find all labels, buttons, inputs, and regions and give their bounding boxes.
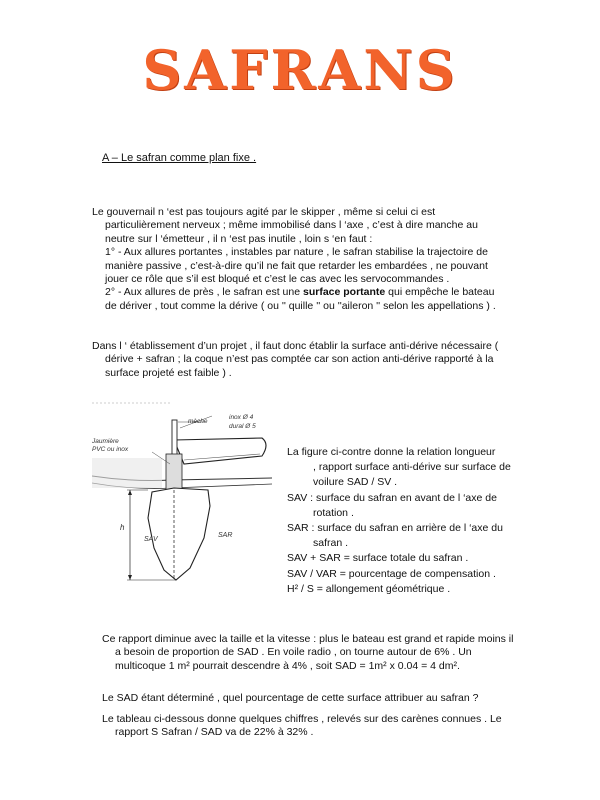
- intro-line-1: Le gouvernail n ‘est pas toujours agité par le skipper , même si celui ci est: [92, 206, 436, 218]
- caption-line-1: La figure ci-contre donne la relation longueur: [287, 446, 496, 458]
- item2-text-before: 2° - Aux allures de près , le safran est une: [105, 286, 303, 299]
- closing-paragraph-3: Le tableau ci-dessous donne quelques chiffres , relevés sur des carènes connues . Le rapport S Safran / SAD va de 22% à 32% .: [102, 713, 502, 739]
- list-item-pres: [92, 286, 502, 313]
- caption-allongement-definition: H² / S = allongement géométrique .: [287, 582, 451, 595]
- intro-paragraph: [92, 206, 502, 313]
- label-h: h: [120, 523, 125, 532]
- caption-sar-definition: SAR : surface du safran en arrière de l ‘axe du safran .: [287, 522, 503, 550]
- label-jaumiere: Jaumière: [92, 438, 119, 445]
- projet-paragraph: Dans l ‘ établissement d’un projet , il faut donc établir la surface anti-dérive nécessaire ( dérive + safran ; la coque n’est pas comptée car son action anti-dérive rapporté à la surface projeté est faible ) .: [92, 340, 499, 379]
- figure-caption: [287, 445, 527, 597]
- caption-line-2: , rapport surface anti-dérive sur surface de voilure SAD / SV .: [313, 461, 511, 489]
- page-title: SAFRANS: [142, 38, 458, 102]
- closing-paragraph-1: Ce rapport diminue avec la taille et la vitesse : plus le bateau est grand et rapide moins il a besoin de proportion de SAD . En voile radio , on tourne autour de 6% . Un multicoque 1 m² pourrait descendre à 4% , soit SAD = 1m² x 0.04 = 4 dm².: [102, 633, 514, 672]
- rudder-diagram: [92, 398, 282, 588]
- label-pvc-inox: PVC ou inox: [92, 446, 129, 453]
- label-inox: inox Ø 4: [229, 414, 254, 421]
- section-heading: A – Le safran comme plan fixe .: [102, 152, 257, 164]
- label-sar: SAR: [218, 532, 233, 539]
- caption-sav-definition: SAV : surface du safran en avant de l ‘axe de rotation .: [287, 491, 497, 519]
- intro-continuation: particulièrement nerveux ; même immobilisé dans l ‘axe , c’est à dire manche au neutre sur l ‘émetteur , il n ‘est pas inutile , loin s ‘en faut :: [105, 219, 478, 245]
- list-item-portantes: 1° - Aux allures portantes , instables par nature , le safran stabilise la trajectoire de manière passive , c’est-à-dire qu’il ne fait que retarder les embardées , ne pouvant jouer ce rôle que s’il est bloqué et c’est le cas avec les servocommandes .: [105, 246, 488, 286]
- caption-sum-definition: SAV + SAR = surface totale du safran .: [287, 552, 469, 565]
- item2-text-after: qui empêche le bateau de dériver , tout comme la dérive ( ou '' quille '' ou ''aileron '' selon les appellations ) .: [105, 286, 496, 312]
- caption-ratio-definition: SAV / VAR = pourcentage de compensation .: [287, 567, 496, 580]
- label-meche: mèche: [188, 418, 208, 425]
- label-sav: SAV: [144, 536, 158, 543]
- closing-paragraph-2: Le SAD étant déterminé , quel pourcentage de cette surface attribuer au safran ?: [102, 692, 479, 704]
- surface-portante-term: surface portante: [302, 286, 386, 299]
- label-dural: dural Ø 5: [229, 423, 256, 430]
